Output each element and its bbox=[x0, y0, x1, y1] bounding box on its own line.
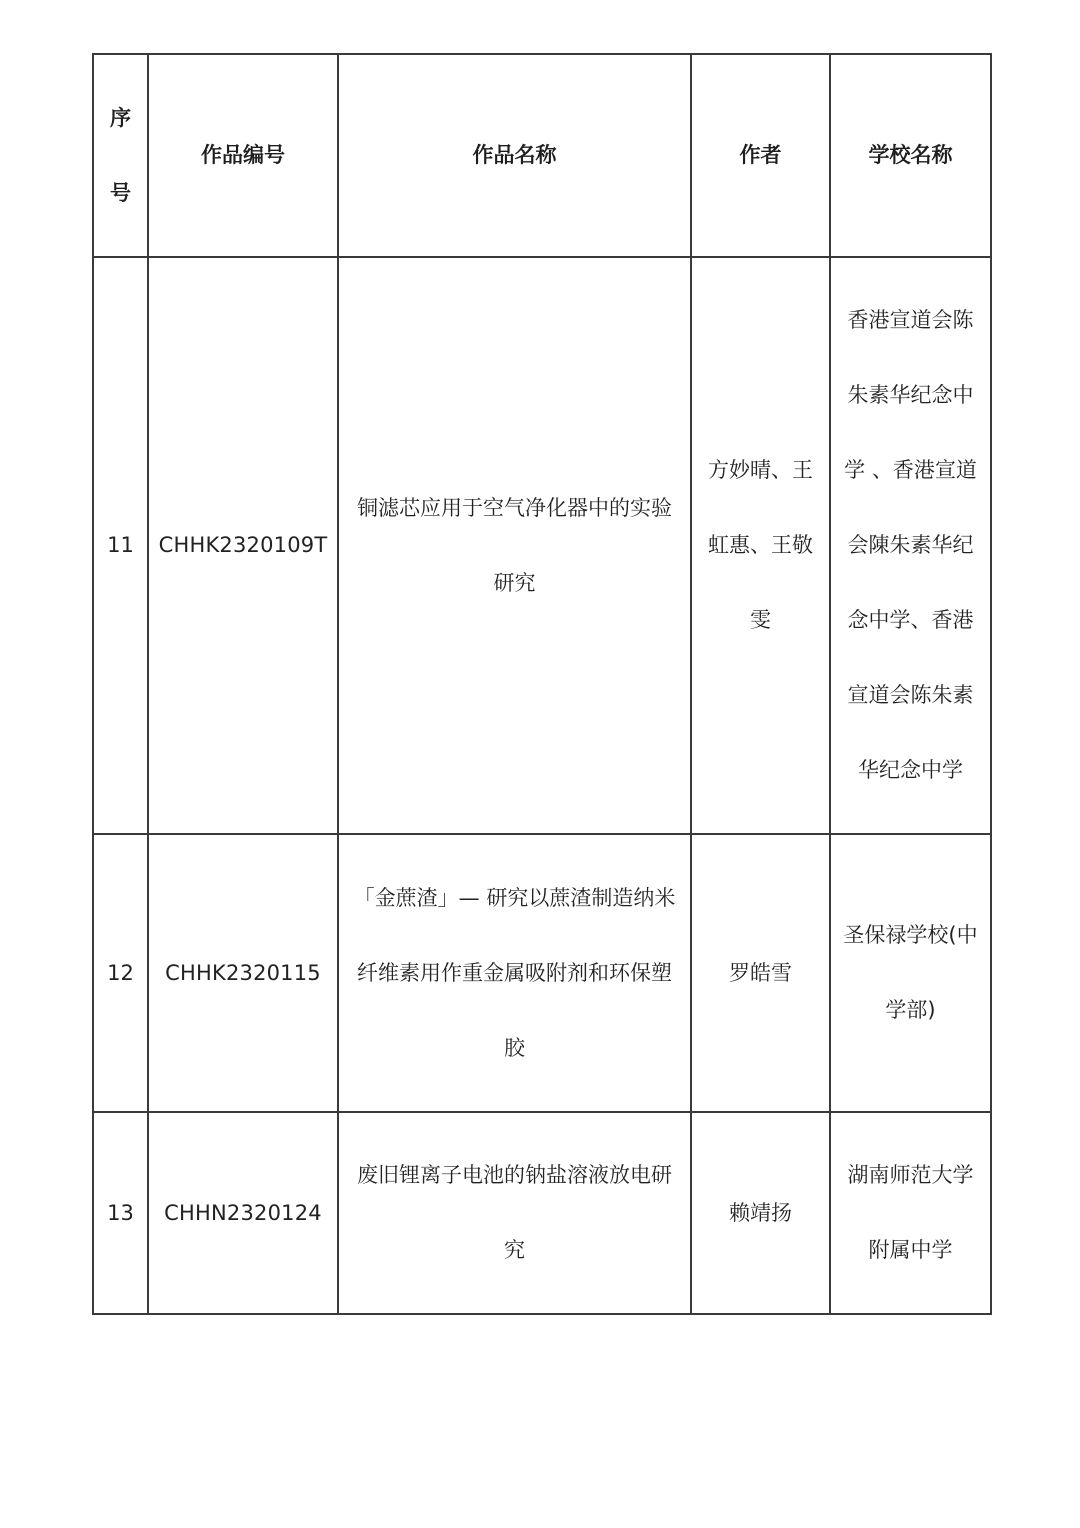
row-code: CHHN2320124 bbox=[148, 1112, 338, 1314]
row-title: 废旧锂离子电池的钠盐溶液放电研究 bbox=[357, 1163, 672, 1262]
row-school: 湖南师范大学附属中学 bbox=[847, 1163, 974, 1262]
row-title-cell bbox=[338, 1112, 691, 1314]
row-school: 香港宣道会陈朱素华纪念中学 、香港宣道会陳朱素华纪念中学、香港宣道会陈朱素华纪念中学 bbox=[844, 308, 977, 782]
row-title: 铜滤芯应用于空气净化器中的实验研究 bbox=[357, 495, 672, 595]
row-index: 11 bbox=[93, 257, 148, 834]
header-index-line-1: 序 bbox=[110, 105, 131, 130]
row-index: 12 bbox=[93, 834, 148, 1112]
table-header-row bbox=[93, 54, 991, 257]
row-author-cell bbox=[691, 834, 830, 1112]
awards-table bbox=[92, 53, 992, 1315]
row-author: 罗皓雪 bbox=[729, 960, 792, 985]
header-index bbox=[93, 54, 148, 257]
row-author: 赖靖扬 bbox=[729, 1200, 792, 1225]
row-author-cell bbox=[691, 257, 830, 834]
row-code: CHHK2320115 bbox=[148, 834, 338, 1112]
row-author: 方妙晴、王虹惠、王敬雯 bbox=[708, 458, 813, 632]
table-row bbox=[93, 834, 991, 1112]
row-school-cell bbox=[830, 257, 991, 834]
header-code: 作品编号 bbox=[148, 54, 338, 257]
row-school-cell bbox=[830, 1112, 991, 1314]
table-row bbox=[93, 1112, 991, 1314]
row-school-cell bbox=[830, 834, 991, 1112]
row-school: 圣保禄学校(中学部) bbox=[843, 923, 978, 1022]
header-author: 作者 bbox=[691, 54, 830, 257]
row-code: CHHK2320109T bbox=[148, 257, 338, 834]
row-title-cell bbox=[338, 834, 691, 1112]
row-title: 「金蔗渣」— 研究以蔗渣制造纳米纤维素用作重金属吸附剂和环保塑胶 bbox=[353, 885, 676, 1060]
header-index-line-2: 号 bbox=[110, 180, 131, 205]
row-author-cell bbox=[691, 1112, 830, 1314]
header-title: 作品名称 bbox=[338, 54, 691, 257]
header-school: 学校名称 bbox=[830, 54, 991, 257]
table-row bbox=[93, 257, 991, 834]
row-index: 13 bbox=[93, 1112, 148, 1314]
row-title-cell bbox=[338, 257, 691, 834]
